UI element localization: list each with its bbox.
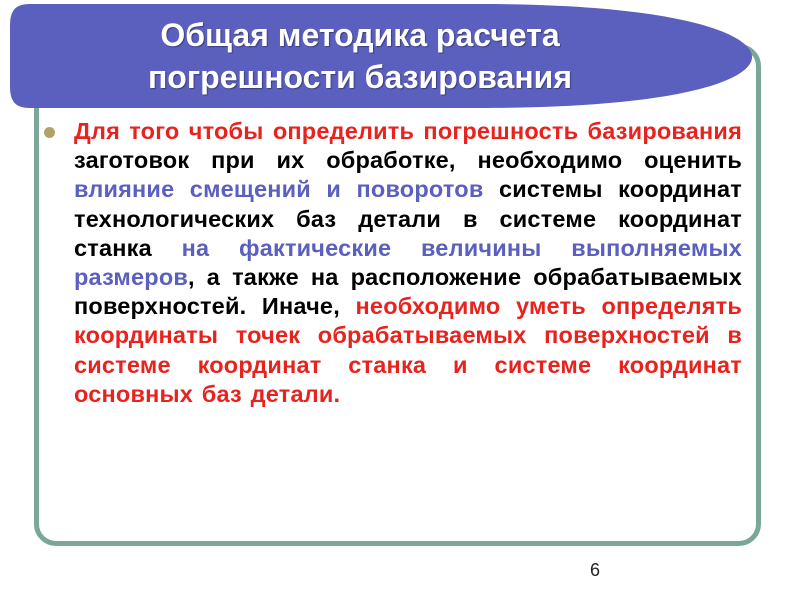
slide-title [60, 14, 660, 98]
bullet-icon [44, 127, 55, 138]
body-segment-6: , а также на расположение обрабатываемых поверхностей. Иначе, [74, 264, 742, 320]
page-number: 6 [589, 560, 600, 580]
body-segment-1: Для того чтобы определить погрешность базирования [74, 118, 742, 144]
title-line-1: Общая методика расчета [160, 17, 560, 53]
body-segment-7: необходимо уметь определять координаты точек обрабатываемых поверхностей в системе координат станка и системе координат основных баз детали. [74, 293, 742, 407]
body-segment-4: системы координат технологических баз детали в системе координат станка [74, 176, 742, 261]
title-line-2: погрешности базирования [147, 59, 573, 95]
body-segment-2: заготовок при их обработке, необходимо оценить [74, 147, 742, 174]
body-segment-3: влияние смещений и поворотов [74, 176, 484, 203]
body-segment-5: на фактические величины выполняемых размеров [74, 234, 743, 291]
body-paragraph [74, 117, 742, 409]
